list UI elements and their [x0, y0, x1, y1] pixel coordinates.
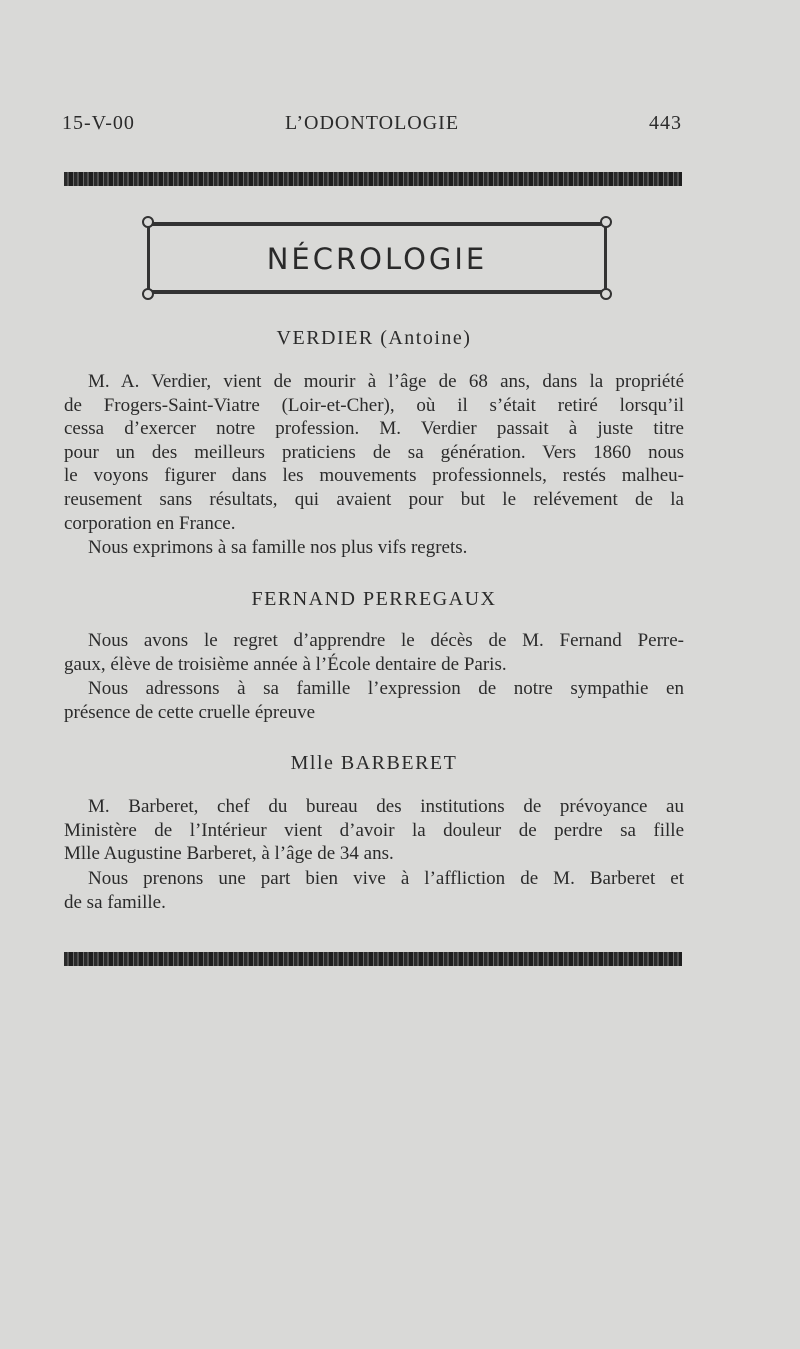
text-line: reusement sans résultats, qui avaient pour but le relévement de la — [64, 488, 684, 510]
section-title-frame — [144, 218, 610, 298]
text-line: de sa famille. — [64, 891, 166, 913]
obituary-heading-perregaux: FERNAND PERREGAUX — [251, 588, 497, 610]
paragraph — [64, 536, 684, 560]
text-line: corporation en France. — [64, 512, 236, 534]
running-head — [62, 112, 682, 138]
text-line: Nous prenons une part bien vive à l’affliction de M. Barberet et — [88, 868, 684, 889]
text-line: de Frogers-Saint-Viatre (Loir-et-Cher), où il s’était retiré lorsqu’il — [64, 394, 684, 416]
paragraph — [64, 370, 684, 535]
text-line: M. A. Verdier, vient de mourir à l’âge de 68 ans, dans la propriété — [88, 371, 684, 392]
text-line: M. Barberet, chef du bureau des institutions de prévoyance au — [88, 796, 684, 817]
text-line: présence de cette cruelle épreuve — [64, 701, 316, 723]
obituary-heading-barberet: Mlle BARBERET — [290, 752, 458, 774]
text-line: Nous avons le regret d’apprendre le décès de M. Fernand Perre- — [88, 630, 684, 651]
frame-corner-ornament — [600, 216, 612, 228]
ornamental-rule-top — [64, 172, 682, 186]
paragraph — [64, 867, 684, 914]
frame-corner-ornament — [142, 216, 154, 228]
paragraph — [64, 795, 684, 866]
text-line: gaux, élève de troisième année à l’École dentaire de Paris. — [64, 653, 507, 675]
text-line: Nous adressons à sa famille l’expression de notre sympathie en — [88, 678, 684, 699]
journal-title: L’ODONTOLOGIE — [284, 112, 460, 134]
frame-top-bar — [150, 222, 604, 226]
paragraph — [64, 677, 684, 724]
text-line: pour un des meilleurs praticiens de sa génération. Vers 1860 nous — [64, 441, 684, 463]
text-line: Mlle Augustine Barberet, à l’âge de 34 ans. — [64, 843, 394, 865]
frame-bottom-bar — [150, 290, 604, 294]
obituary-heading-verdier: VERDIER (Antoine) — [276, 327, 472, 349]
frame-corner-ornament — [600, 288, 612, 300]
paragraph — [64, 629, 684, 676]
issue-date: 15-V-00 — [62, 112, 135, 134]
ornamental-rule-bottom — [64, 952, 682, 966]
text-line: cessa d’exercer notre profession. M. Verdier passait à juste titre — [64, 418, 684, 440]
text-line: Nous exprimons à sa famille nos plus vifs regrets. — [88, 537, 468, 558]
text-line: le voyons figurer dans les mouvements professionnels, restés malheu- — [64, 465, 684, 487]
text-line: Ministère de l’Intérieur vient d’avoir la douleur de perdre sa fille — [64, 819, 684, 841]
section-title: NÉCROLOGIE — [266, 242, 488, 276]
frame-corner-ornament — [142, 288, 154, 300]
page-number: 443 — [649, 112, 682, 134]
